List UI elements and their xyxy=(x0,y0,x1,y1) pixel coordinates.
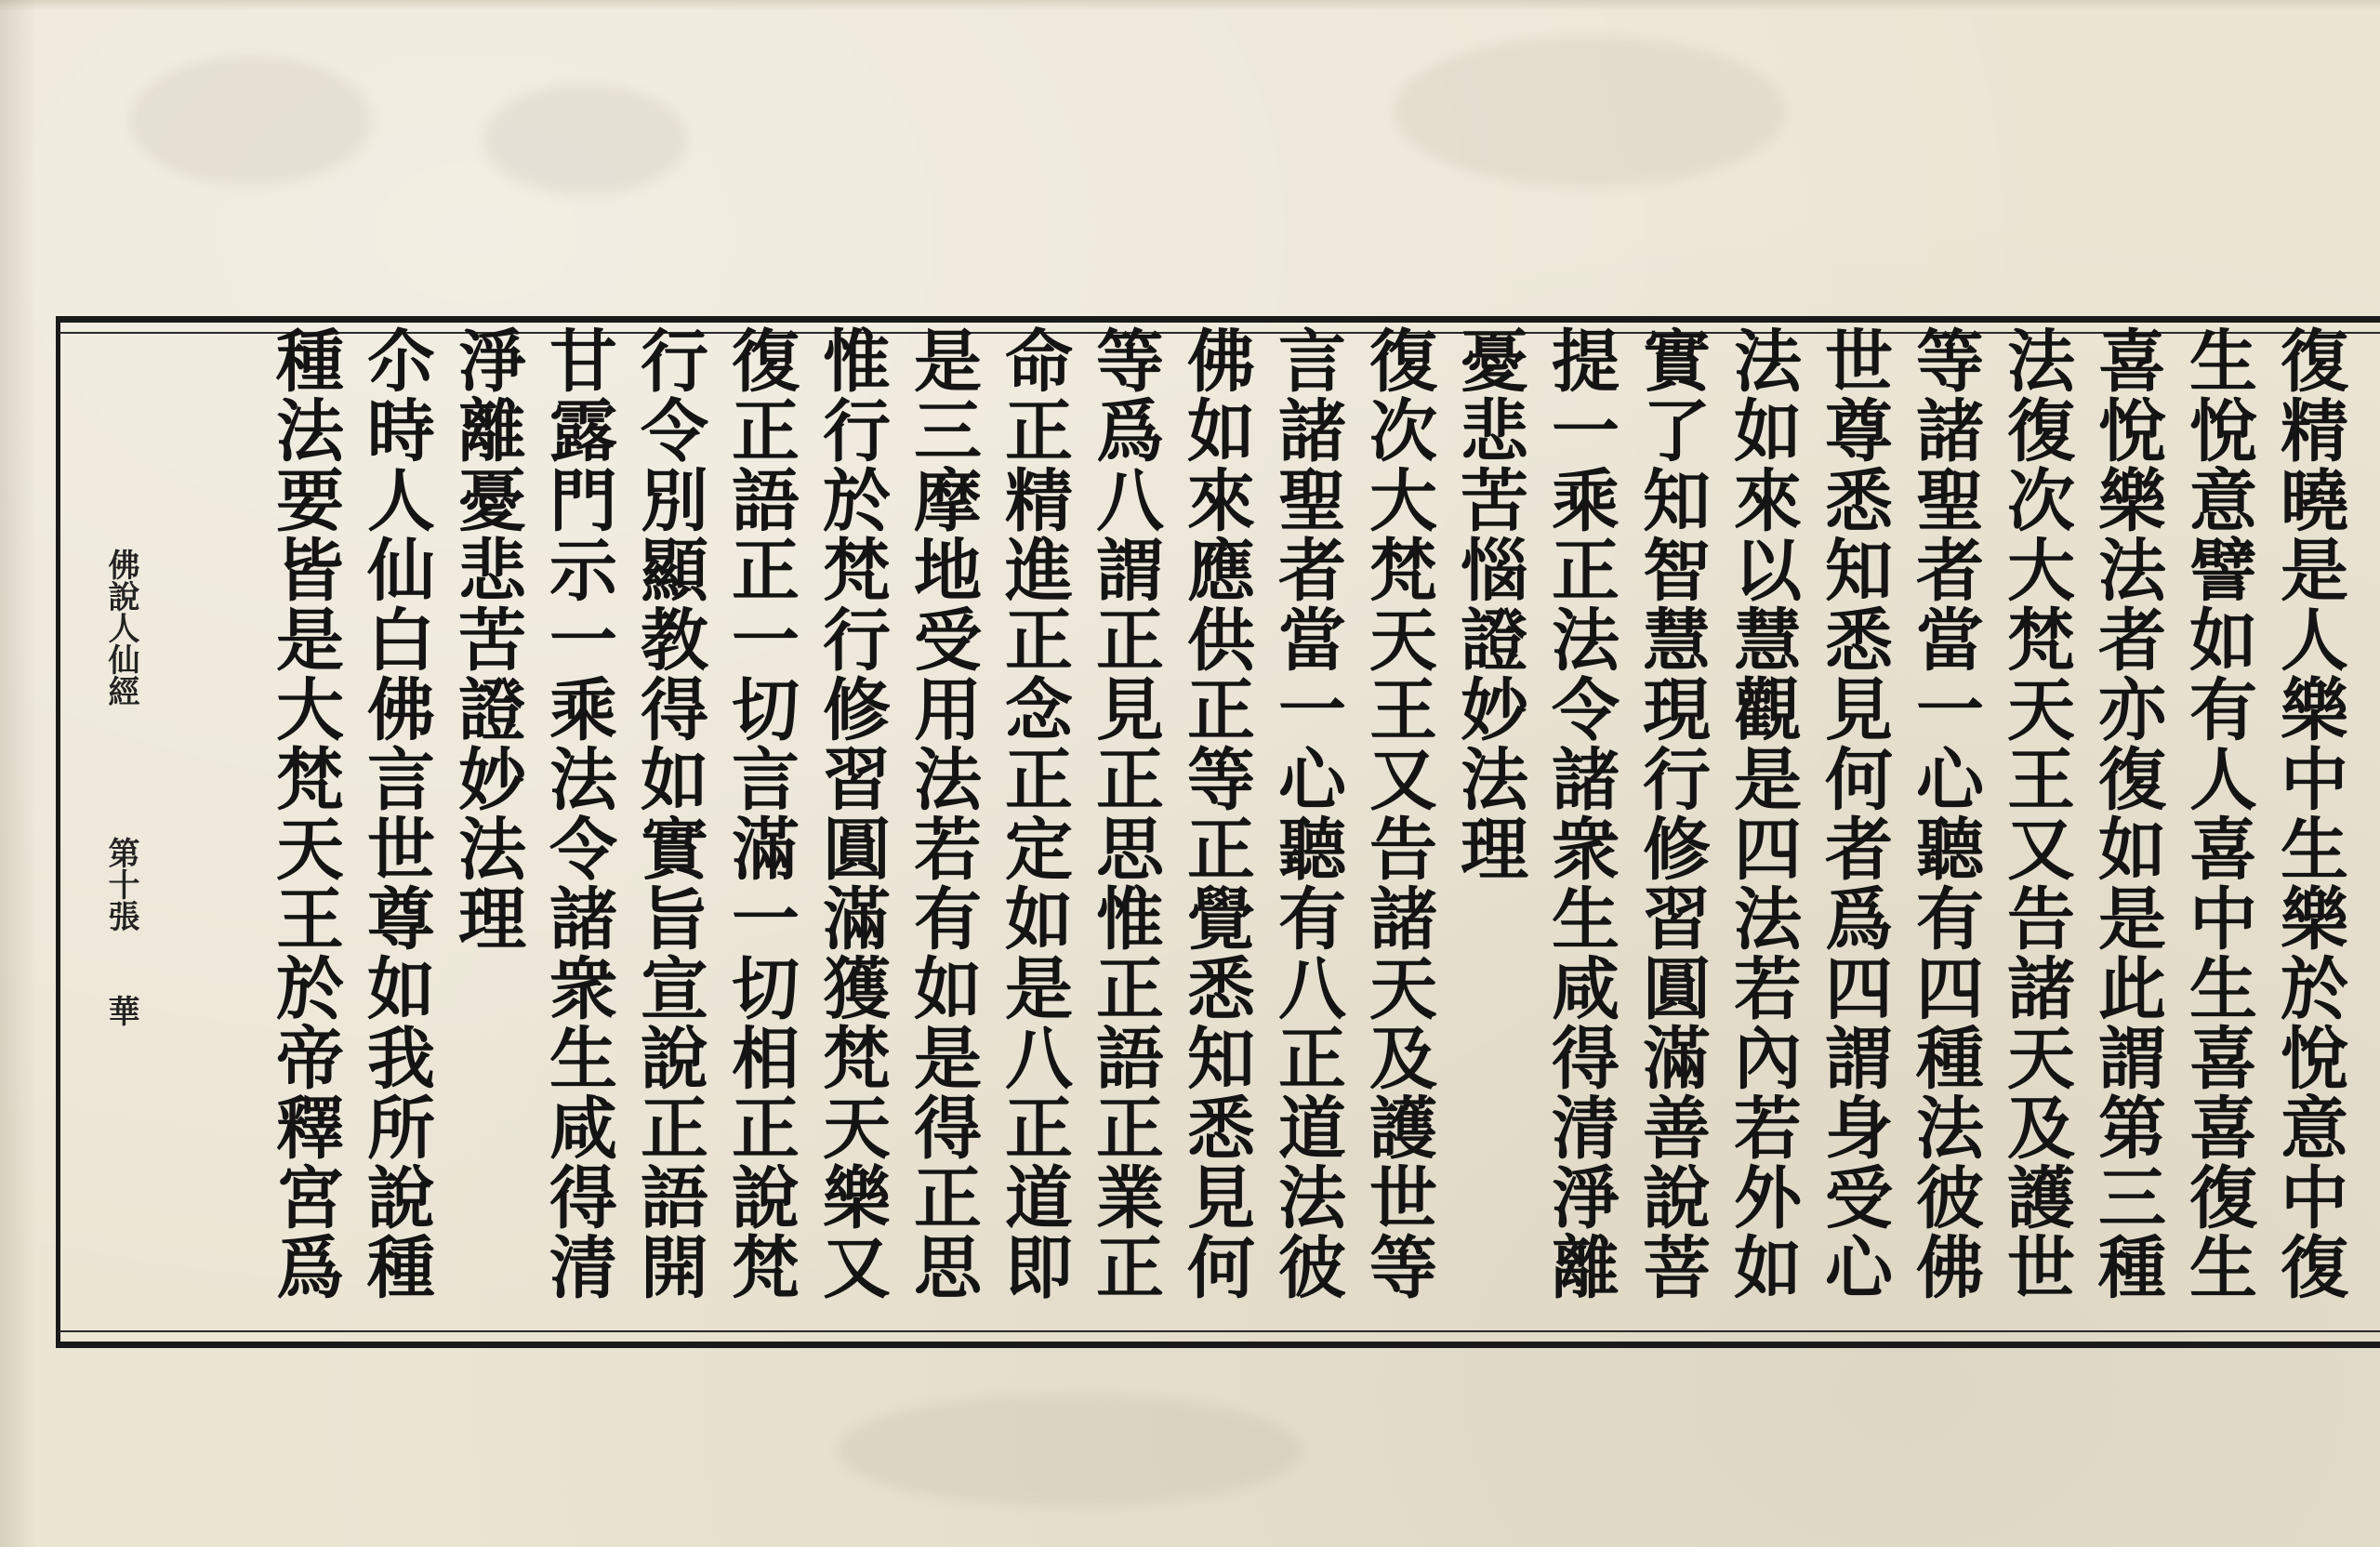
text-column: 是三摩地受用法若有如是得正思 xyxy=(902,325,982,1302)
text-column: 實了知智慧現行修習圓滿善說菩 xyxy=(1631,325,1711,1302)
vertical-text-columns xyxy=(258,325,2354,1329)
paper-stain xyxy=(1395,37,1785,186)
text-column: 行令別顯教得如實旨宣說正語開 xyxy=(628,325,708,1302)
text-column: 生悅意譬如有人喜中生喜喜復生 xyxy=(2177,325,2257,1302)
margin-page-number: 第十張 xyxy=(102,837,139,932)
text-column: 等諸聖者當一心聽有四種法彼佛 xyxy=(1904,325,1984,1302)
page-fold-shadow xyxy=(0,0,37,1547)
text-column: 提一乘正法令諸衆生咸得清淨離 xyxy=(1540,325,1620,1302)
text-column: 喜悅樂法者亦復如是此謂第三種 xyxy=(2086,325,2166,1302)
text-column: 甘露門示一乘法令諸衆生咸得清 xyxy=(537,325,617,1302)
text-column: 等爲八謂正見正思惟正語正業正 xyxy=(1084,325,1164,1302)
page-top-edge xyxy=(0,0,2380,11)
text-column: 憂悲苦惱證妙法理 xyxy=(1448,325,1528,883)
text-column: 尒時人仙白佛言世尊如我所說種 xyxy=(355,325,435,1302)
text-column: 言諸聖者當一心聽有八正道法彼 xyxy=(1266,325,1346,1302)
text-column: 佛如來應供正等正覺悉知悉見何 xyxy=(1175,325,1255,1302)
text-column: 種法要皆是大梵天王於帝釋宮爲 xyxy=(264,325,344,1302)
text-column: 惟行於梵行修習圓滿獲梵天樂又 xyxy=(811,325,891,1302)
text-column: 復正語正一切言滿一切相正說梵 xyxy=(720,325,800,1302)
paper-stain xyxy=(130,56,372,186)
margin-mark: 華 xyxy=(102,995,139,1026)
paper-stain xyxy=(837,1395,1302,1506)
text-column: 法復次大梵天王又告諸天及護世 xyxy=(1995,325,2075,1302)
text-column: 法如來以慧觀是四法若內若外如 xyxy=(1722,325,1802,1302)
text-column: 世尊悉知悉見何者爲四謂身受心 xyxy=(1813,325,1893,1302)
text-column: 復精曉是人樂中生樂於悅意中復 xyxy=(2268,325,2348,1302)
paper-stain xyxy=(483,84,688,195)
text-column: 淨離憂悲苦證妙法理 xyxy=(446,325,526,953)
margin-title: 佛說人仙經 xyxy=(102,549,139,707)
text-column: 復次大梵天王又告諸天及護世等 xyxy=(1357,325,1437,1302)
text-column: 命正精進正念正定如是八正道即 xyxy=(993,325,1073,1302)
